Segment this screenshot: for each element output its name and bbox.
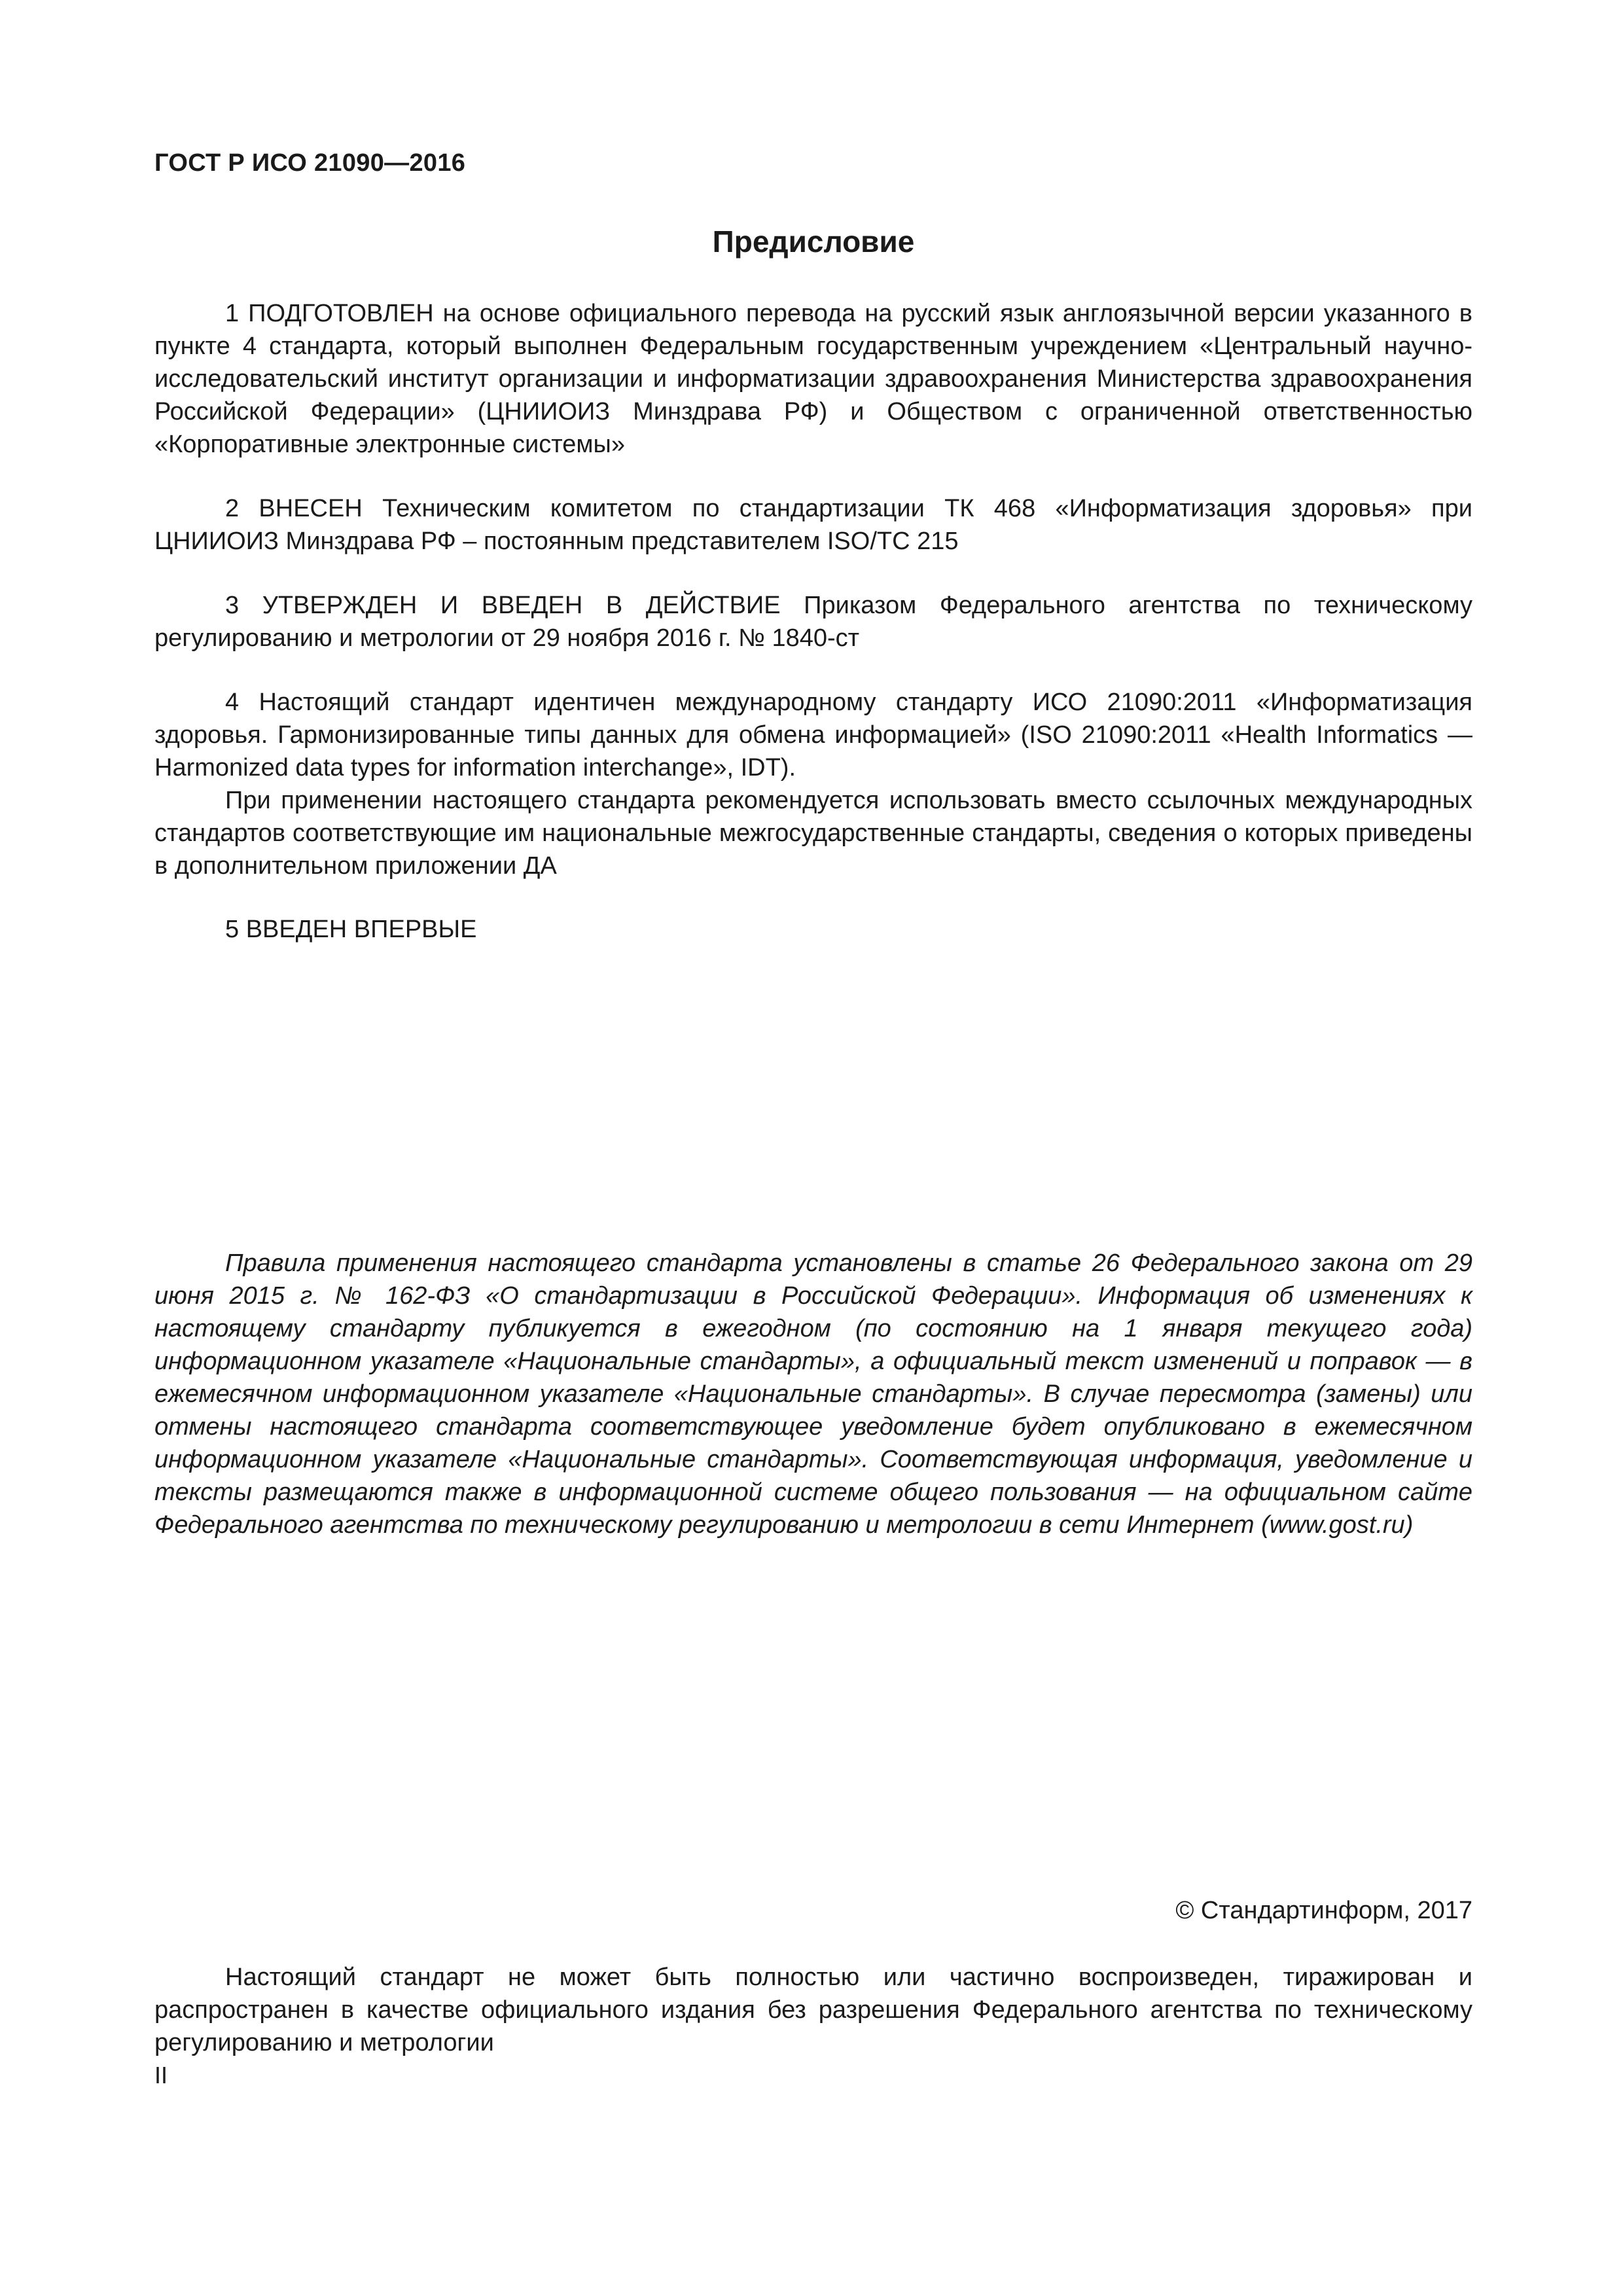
reproduction-notice: Настоящий стандарт не может быть полностью или частично воспроизведен, тиражирован и распространен в качестве официального издания без разрешения Федерального агентства по техническому регулированию и метрологии [154,1964,1472,2056]
application-rules-notice: Правила применения настоящего стандарта установлены в статье 26 Федерального закона от 29 июня 2015 г. № 162-ФЗ «О стандартизации в Российской Федерации». Информация об изменениях к настоящему стандарту публикуется в ежегодном (по состоянию на 1 января текущего года) информационном указателе «Национальные стандарты», а официальный текст изменений и поправок — в ежемесячном информационном указателе «Национальные стандарты». В случае пересмотра (замены) или отмены настоящего стандарта соответствующее уведомление будет опубликовано в ежемесячном информационном указателе «Национальные стандарты». Соответствующая информация, уведомление и тексты размещаются также в информационной системе общего пользования — на официальном сайте Федерального агентства по техническому регулированию и метрологии в сети Интернет (www.gost.ru) [154,1249,1472,1539]
document-id: ГОСТ Р ИСО 21090—2016 [154,149,466,177]
foreword-item-5 [154,913,1472,946]
foreword-paragraph: При применении настоящего стандарта рекомендуется использовать вместо ссылочных международных стандартов соответствующие им национальные межгосударственные стандарты, сведения о которых приведены в дополнительном приложении ДА [154,787,1472,880]
foreword-item-2 [154,492,1472,558]
foreword-paragraph: 1 ПОДГОТОВЛЕН на основе официального перевода на русский язык англоязычной версии указанного в пункте 4 стандарта, который выполнен Федеральным государственным учреждением «Центральный научно-исследовательский институт организации и информатизации здравоохранения Министерства здравоохранения Российской Федерации» (ЦНИИОИЗ Минздрава РФ) и Обществом с ограниченной ответственностью «Корпоративные электронные системы» [154,300,1472,458]
foreword-paragraph: 3 УТВЕРЖДЕН И ВВЕДЕН В ДЕЙСТВИЕ Приказом Федерального агентства по техническому регулированию и метрологии от 29 ноября 2016 г. № 1840-ст [154,592,1472,652]
foreword-paragraph: 5 ВВЕДЕН ВПЕРВЫЕ [225,916,477,943]
foreword-item-1 [154,297,1472,461]
page-number: II [154,2062,168,2089]
foreword-item-4 [154,686,1472,882]
copyright-line: © Стандартинформ, 2017 [1175,1897,1472,1924]
foreword-paragraph: 4 Настоящий стандарт идентичен международному стандарту ИСО 21090:2011 «Информатизация здоровья. Гармонизированные типы данных для обмена информацией» (ISO 21090:2011 «Health Informatics — Harmonized data types for information interchange», IDT). [154,689,1472,781]
foreword-paragraph: 2 ВНЕСЕН Техническим комитетом по стандартизации ТК 468 «Информатизация здоровья» при ЦНИИОИЗ Минздрава РФ – постоянным представителем ISO/TC 215 [154,495,1472,555]
page-title: Предисловие [712,224,915,259]
foreword-item-3 [154,589,1472,655]
